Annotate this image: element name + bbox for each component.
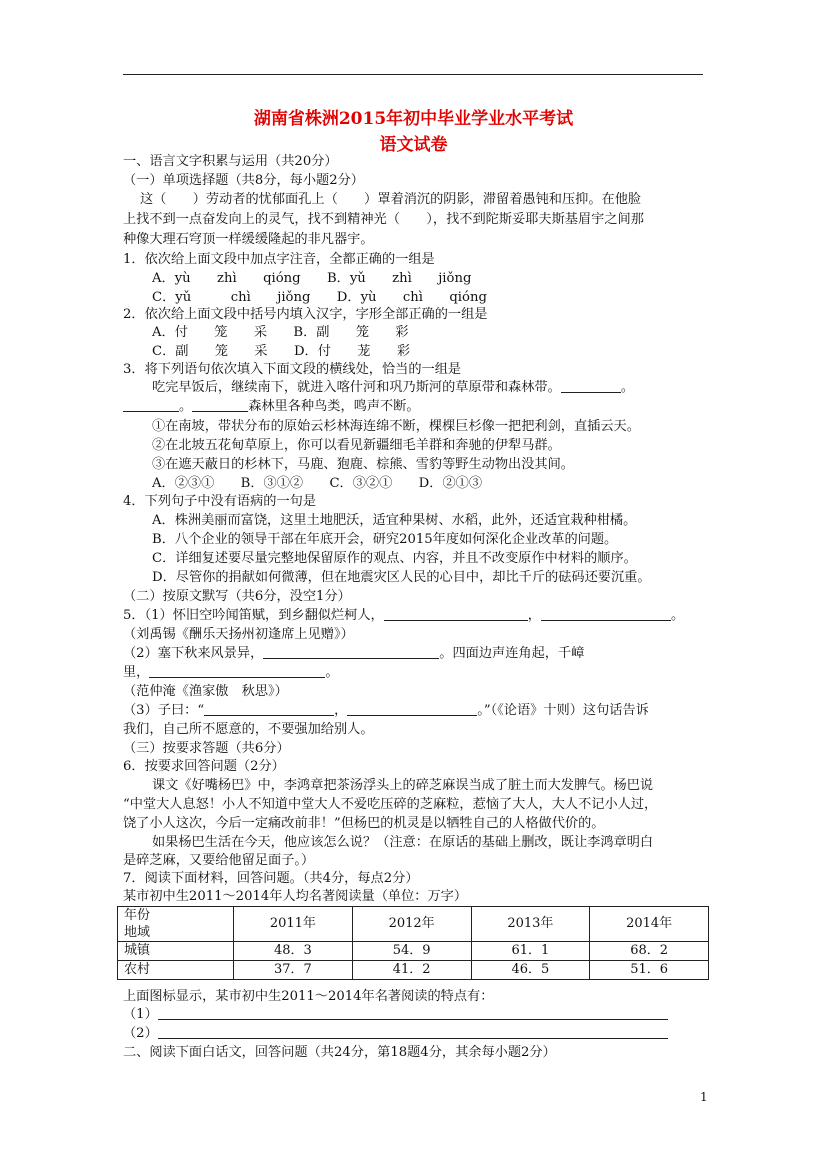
exam-subtitle: 语文试卷 [379, 135, 448, 155]
q3-options: A．②③① B．③①② C．③②① D．②①③ [152, 476, 483, 491]
question-7: 7．阅读下面材料，回答问题。（共4分，每点2分） [123, 871, 419, 886]
value-cell: 48．3 [234, 942, 353, 961]
table-corner: 年份 地域 [118, 907, 234, 942]
q1-options: A．yù zhì qióng B．yǔ zhì jiǒng [152, 271, 472, 286]
value-cell: 54．9 [352, 942, 471, 961]
year-header: 2014年 [590, 907, 709, 942]
section-2-heading: 二、阅读下面白话文，回答问题（共24分，第18题4分，其余每小题2分） [123, 1045, 556, 1060]
answer-blank[interactable] [541, 607, 671, 621]
year-header: 2013年 [471, 907, 590, 942]
question-1: 1．依次给上面文段中加点字注音，全都正确的一组是 [123, 252, 435, 267]
answer-blank[interactable] [263, 645, 439, 659]
q6-passage-line: 课文《好嘴杨巴》中，李鸿章把茶汤浮头上的碎芝麻误当成了脏土而大发脾气。杨巴说 [152, 778, 654, 793]
question-5-3: （3）子曰：“ ， 。”（《论语》十则）这句话告诉 [123, 703, 649, 718]
value-cell: 46．5 [471, 961, 590, 980]
q3-passage-line: 。 森林里各种鸟类，鸣声不断。 [123, 398, 420, 416]
q5-2-source: （范仲淹《渔家傲 秋思》） [123, 684, 288, 699]
q6-passage-line: 饶了小人这次，今后一定痛改前非！”但杨巴的机灵是以牺牲自己的人格做代价的。 [123, 816, 605, 831]
answer-blank[interactable] [204, 702, 334, 716]
q4-option: B．八个企业的领导干部在年底开会，研究2015年度如何深化企业改革的问题。 [152, 532, 618, 547]
answer-line[interactable] [158, 1025, 668, 1039]
q4-option: C．详细复述要尽量完整地保留原作的观点、内容，并且不改变原作中材料的顺序。 [152, 551, 637, 566]
answer-blank[interactable] [384, 607, 528, 621]
q2-options: A．付 笼 采 B．副 笼 彩 [152, 325, 409, 340]
table-header-row [118, 907, 709, 942]
header-rule [123, 74, 703, 75]
answer-line[interactable] [158, 1006, 668, 1020]
year-header: 2011年 [234, 907, 353, 942]
question-5-1: 5．（1）怀旧空吟闻笛赋，到乡翻似烂柯人， ， 。 [123, 608, 685, 623]
question-4: 4．下列句子中没有语病的一句是 [123, 494, 317, 509]
q3-item: ②在北坡五花甸草原上，你可以看见新疆细毛羊群和奔驰的伊犁马群。 [152, 438, 561, 453]
q3-item: ①在南坡，带状分布的原始云杉林海连绵不断，棵棵巨杉像一把把利剑，直插云天。 [152, 419, 640, 434]
q2-options: C．副 笼 采 D．付 茏 彩 [152, 344, 411, 359]
answer-blank[interactable] [123, 398, 179, 412]
q5-1-source: （刘禹锡《酬乐天扬州初逢席上见赠》） [123, 627, 354, 642]
answer-blank[interactable] [192, 398, 248, 412]
question-3: 3．将下列语句依次填入下面文段的横线处，恰当的一组是 [123, 362, 462, 377]
q6-ask: 是碎芝麻，又要给他留足面子。） [123, 853, 315, 868]
value-cell: 41．2 [352, 961, 471, 980]
question-5-2-cont: 里， 。 [123, 665, 339, 680]
passage-line: 这（ ）劳动者的忧郁面孔上（ ）罩着消沉的阴影，滞留着愚钝和压抑。在他脸 [140, 192, 642, 207]
answer-blank[interactable] [149, 664, 325, 678]
year-header: 2012年 [352, 907, 471, 942]
value-cell: 68．2 [590, 942, 709, 961]
value-cell: 61．1 [471, 942, 590, 961]
passage-line: 种像大理石穹顶一样缓缓隆起的非凡器宇。 [123, 232, 374, 247]
value-cell: 37．7 [234, 961, 353, 980]
q3-item: ③在遮天蔽日的杉林下，马鹿、狍鹿、棕熊、雪豹等野生动物出没其间。 [152, 457, 574, 472]
question-6: 6．按要求回答问题（2分） [123, 759, 285, 774]
value-cell: 51．6 [590, 961, 709, 980]
exam-title: 湖南省株洲2015年初中毕业学业水平考试 [253, 109, 574, 129]
q6-ask: 如果杨巴生活在今天，他应该怎么说？（注意：在原话的基础上删改，既让李鸿章明白 [152, 835, 654, 850]
sub-heading-1: （一）单项选择题（共8分，每小题2分） [123, 173, 364, 188]
q4-option: D．尽管你的捐献如何微薄，但在地震灾区人民的心目中，却比千斤的砝码还要沉重。 [152, 570, 651, 585]
table-row [118, 942, 709, 961]
question-5-2: （2）塞下秋来风景异， 。四面边声连角起，千嶂 [123, 646, 585, 661]
page-number: 1 [700, 1090, 708, 1104]
q7-answer-1: （1） [123, 1006, 668, 1024]
q7-answer-2: （2） [123, 1025, 668, 1043]
q5-3-explain: 我们，自己所不愿意的，不要强加给别人。 [123, 722, 374, 737]
region-cell: 城镇 [118, 942, 234, 961]
table-caption: 某市初中生2011～2014年人均名著阅读量（单位：万字） [123, 889, 468, 904]
q7-ask: 上面图标显示，某市初中生2011～2014年名著阅读的特点有： [123, 989, 494, 1004]
q3-passage-line: 吃完早饭后，继续南下，就进入喀什河和巩乃斯河的草原带和森林带。 。 [152, 380, 634, 395]
q4-option: A．株洲美丽而富饶，这里土地肥沃，适宜种果树、水稻，此外，还适宜栽种柑橘。 [152, 513, 637, 528]
region-cell: 农村 [118, 961, 234, 980]
q1-options: C．yǔ chì jiǒng D．yù chì qióng [152, 290, 487, 305]
table-row [118, 961, 709, 980]
reading-table [117, 906, 709, 980]
answer-blank[interactable] [347, 702, 477, 716]
sub-heading-2: （二）按原文默写（共6分，没空1分） [123, 589, 351, 604]
section-1-heading: 一、语言文字积累与运用（共20分） [123, 154, 338, 169]
q6-passage-line: “中堂大人息怒！小人不知道中堂大人不爱吃压碎的芝麻粒，惹恼了大人，大人不记小人过， [123, 797, 658, 812]
sub-heading-3: （三）按要求答题（共6分） [123, 741, 290, 756]
question-2: 2．依次给上面文段中括号内填入汉字，字形全部正确的一组是 [123, 307, 488, 322]
passage-line: 上找不到一点奋发向上的灵气，找不到精神光（ ），找不到陀斯妥耶夫斯基眉宇之间那 [123, 212, 644, 227]
